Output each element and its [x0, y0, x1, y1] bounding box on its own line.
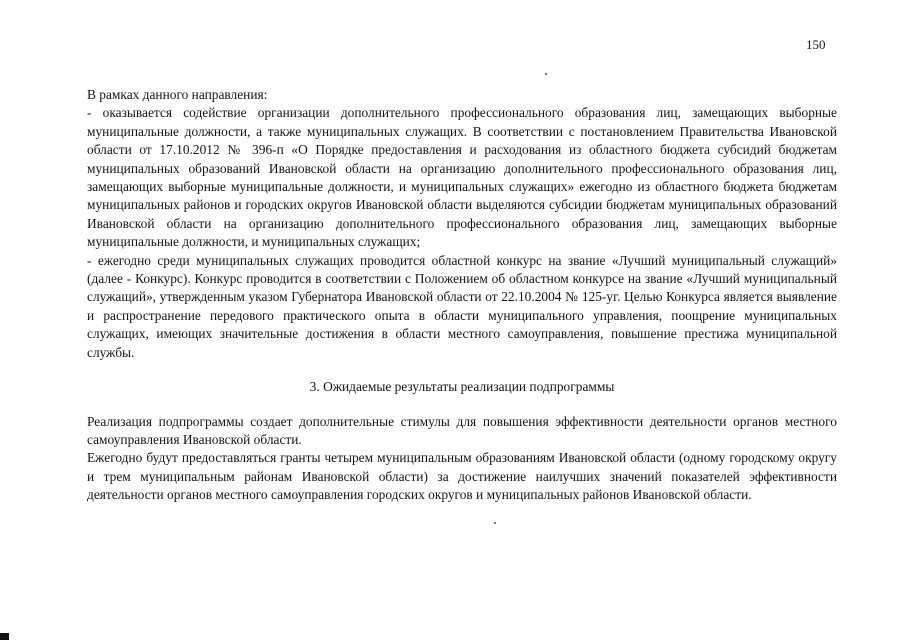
- measures-list: [87, 104, 837, 362]
- scan-speck: [494, 522, 496, 524]
- intro-line: В рамках данного направления:: [87, 87, 268, 102]
- scan-speck: [545, 73, 547, 75]
- results-paragraph: Реализация подпрограммы создает дополнительные стимулы для повышения эффективности деятельности органов местного самоуправления Ивановской области.: [87, 413, 837, 447]
- section-heading: 3. Ожидаемые результаты реализации подпрограммы: [309, 379, 615, 395]
- list-item: - ежегодно среди муниципальных служащих проводится областной конкурс на звание «Лучший муниципальный служащий» (далее - Конкурс). Конкурс проводится в соответствии с Положением об областном конкурсе на звание «Лучший муниципальный служащий», утвержденным указом Губернатора Ивановской области от 22.10.2004 № 125-уг. Целью Конкурса является выявление и распространение передового практического опыта в области муниципального управления, поощрение муниципальных служащих, имеющих значительные достижения в области местного самоуправления, повышение престижа муниципальной службы.: [87, 252, 837, 360]
- list-item: - оказывается содействие организации дополнительного профессионального образования лиц, замещающих выборные муниципальные должности, а также муниципальных служащих. В соответствии с постановлением Правительства Ивановской области от 17.10.2012 № 396-п «О Порядке предоставления и расходования из областного бюджета субсидий бюджетам муниципальных образований Ивановской области на организацию дополнительного профессионального образования лиц, замещающих выборные муниципальные должности, и муниципальных служащих» ежегодно из областного бюджета бюджетам муниципальных районов и городских округов Ивановской области выделяются субсидии бюджетам муниципальных образований Ивановской области на организацию дополнительного профессионального образования лиц, замещающих выборные муниципальные должности, и муниципальных служащих;: [87, 105, 837, 250]
- scan-edge-mark: [0, 633, 9, 640]
- document-body: [87, 86, 837, 505]
- results-paragraph: Ежегодно будут предоставляться гранты четырем муниципальным образованиям Ивановской области (одному городскому округу и трем муниципальным районам Ивановской области) за достижение наилучших значений показателей эффективности деятельности органов местного самоуправления городских округов и муниципальных районов Ивановской области.: [87, 450, 837, 503]
- page-number: 150: [806, 37, 826, 52]
